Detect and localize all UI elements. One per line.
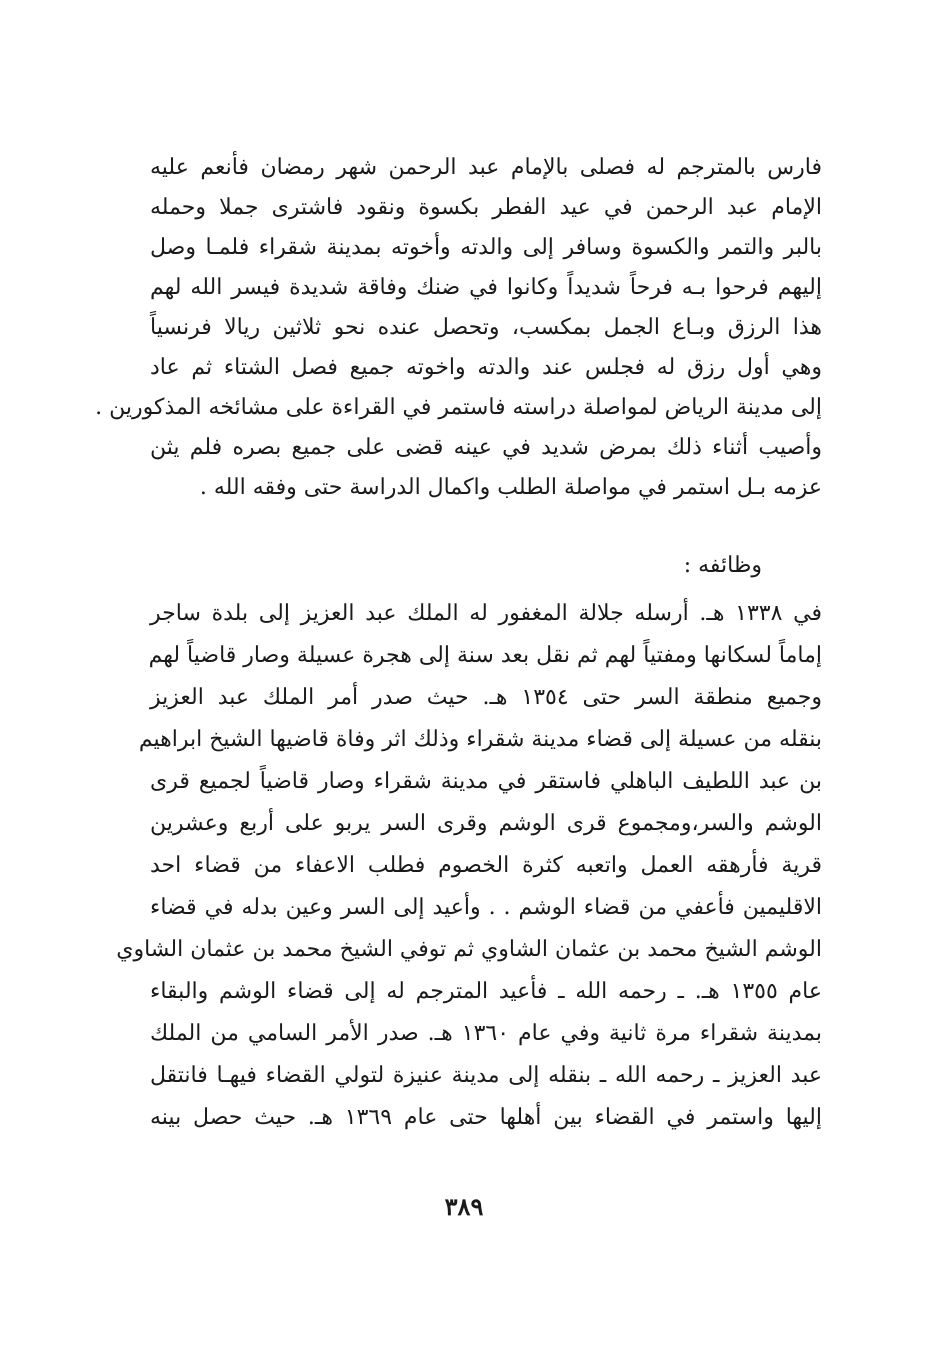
section-heading-duties: وظائفه : [683,553,762,578]
text-line: بمدينة شقراء مرة ثانية وفي عام ١٣٦٠ هـ. صدر الأمر السامي من الملك [150,1021,822,1046]
text-line: وهي أول رزق له فجلس عند والدته واخوته جميع فصل الشتاء ثم عاد [150,355,822,380]
text-line: فارس بالمترجم له فصلى بالإمام عبد الرحمن شهر رمضان فأنعم عليه [150,155,822,180]
text-line: بنقله من عسيلة إلى قضاء مدينة شقراء وذلك اثر وفاة قاضيها الشيخ ابراهيم [138,727,822,752]
paragraph-biography [95,148,822,528]
text-line: الوشم والسر،ومجموع قرى الوشم وقرى السر يربو على أربع وعشرين [150,811,822,836]
text-line: عام ١٣٥٥ هـ. ـ رحمه الله ـ فأعيد المترجم له إلى قضاء الوشم والبقاء [150,979,822,1004]
text-line: الإمام عبد الرحمن في عيد الفطر بكسوة ونقود فاشترى جملا وحمله [150,195,822,220]
text-line: عزمه بـل استمر في مواصلة الطلب واكمال الدراسة حتى وفقه الله . [199,475,822,500]
text-line: وجميع منطقة السر حتى ١٣٥٤ هـ. حيث صدر أمر الملك عبد العزيز [150,685,822,710]
paragraph-duties [116,594,822,1160]
text-line: الوشم الشيخ محمد بن عثمان الشاوي ثم توفي الشيخ محمد بن عثمان الشاوي [116,937,822,962]
text-line: الاقليمين فأعفي من قضاء الوشم . . وأعيد إلى السر وعين بدله في قضاء [150,895,822,920]
text-line: إليهم فرحوا بـه فرحاً شديداً وكانوا في ضنك وفاقة شديدة فيسر الله لهم [150,275,822,300]
page-number: ٣٨٩ [444,1192,484,1221]
text-line: عبد العزيز ـ رحمه الله ـ بنقله إلى مدينة عنيزة لتولي القضاء فيهـا فانتقل [150,1063,822,1088]
text-line: هذا الرزق وبـاع الجمل بمكسب، وتحصل عنده نحو ثلاثين ريالا فرنسياً [150,315,822,340]
text-line: إليها واستمر في القضاء بين أهلها حتى عام ١٣٦٩ هـ. حيث حصل بينه [150,1105,822,1130]
text-line: قرية فأرهقه العمل واتعبه كثرة الخصوم فطلب الاعفاء من قضاء احد [150,853,822,878]
text-line: إلى مدينة الرياض لمواصلة دراسته فاستمر في القراءة على مشائخه المذكورين . [95,395,822,420]
text-line: في ١٣٣٨ هـ. أرسله جلالة المغفور له الملك عبد العزيز إلى بلدة ساجر [150,601,822,626]
text-line: إماماً لسكانها ومفتياً لهم ثم نقل بعد سنة إلى هجرة عسيلة وصار قاضياً لهم [148,643,822,668]
text-line: بن عبد اللطيف الباهلي فاستقر في مدينة شقراء وصار قاضياً لجميع قرى [150,769,822,794]
text-line: بالبر والتمر والكسوة وسافر إلى والدته وأخوته بمدينة شقراء فلمـا وصل [150,235,822,260]
text-line: وأصيب أثناء ذلك بمرض شديد في عينه قضى على جميع بصره فلم يثن [150,435,822,460]
